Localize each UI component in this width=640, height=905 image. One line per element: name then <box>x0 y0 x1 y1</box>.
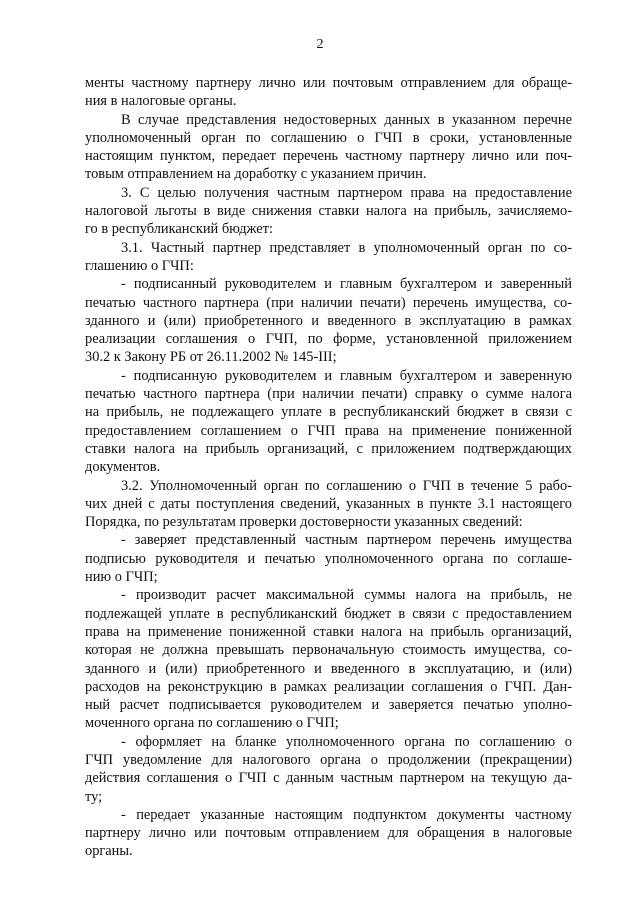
text-line: на прибыль, не подлежащего уплате в республиканский бюджет в связи с <box>85 404 572 421</box>
text-line: уполномоченный орган по соглашению о ГЧП в сроки, установленные <box>85 129 572 146</box>
text-line: настоящим пунктом, передает перечень частному партнеру лично или поч- <box>85 148 572 165</box>
paragraph <box>85 586 572 732</box>
text-line: глашению о ГЧП: <box>85 257 194 274</box>
text-line: подлежащей уплате в республиканский бюджет в связи с предоставлением <box>85 605 572 622</box>
text-line: которая не должна превышать первоначальную стоимость имущества, со- <box>85 642 572 659</box>
text-line: 3.2. Уполномоченный орган по соглашению о ГЧП в течение 5 рабо- <box>121 477 572 494</box>
text-line: 3.1. Частный партнер представляет в уполномоченный орган по со- <box>121 239 572 256</box>
text-line: Порядка, по результатам проверки достоверности указанных сведений: <box>85 514 523 531</box>
text-line: партнеру лично или почтовым отправлением для обращения в налоговые <box>85 825 572 842</box>
text-line: документов. <box>85 459 161 476</box>
text-line: В случае представления недостоверных данных в указанном перечне <box>121 111 572 128</box>
text-line: ГЧП уведомление для налогового органа о продолжении (прекращении) <box>85 751 572 768</box>
text-line: ставки налога на прибыль организаций, с приложением подтверждающих <box>85 440 572 457</box>
text-line: права на применение пониженной ставки налога на прибыль организаций, <box>85 623 572 640</box>
text-line: - оформляет на бланке уполномоченного органа по соглашению о <box>121 733 572 750</box>
text-line: действия соглашения о ГЧП с данным частным партнером на текущую да- <box>85 770 572 787</box>
text-line: го в республиканский бюджет: <box>85 221 273 238</box>
text-line: ту; <box>85 788 103 805</box>
paragraph <box>85 239 572 276</box>
paragraph <box>85 74 572 111</box>
text-line: 30.2 к Закону РБ от 26.11.2002 № 145-III; <box>85 349 337 366</box>
document-body <box>85 74 572 861</box>
page-number: 2 <box>316 37 324 52</box>
text-line: товым отправлением на доработку с указанием причин. <box>85 166 427 183</box>
text-line: печатью частного партнера (при наличии печати) справку о сумме налога <box>85 386 572 403</box>
paragraph <box>85 367 572 477</box>
text-line: - передает указанные настоящим подпунктом документы частному <box>121 806 572 823</box>
text-line: подписью руководителя и печатью уполномоченного органа по соглаше- <box>85 550 572 567</box>
text-line: органы. <box>85 843 133 860</box>
text-line: - подписанную руководителем и главным бухгалтером и заверенную <box>121 367 572 384</box>
text-line: менты частному партнеру лично или почтовым отправлением для обраще- <box>85 75 572 91</box>
text-line: моченного органа по соглашению о ГЧП; <box>85 715 339 732</box>
text-line: нию о ГЧП; <box>85 569 158 586</box>
text-line: зданного и (или) приобретенного и введенного в эксплуатацию в рамках <box>85 312 572 329</box>
text-line: - заверяет представленный частным партнером перечень имущества <box>121 532 572 549</box>
text-line: ния в налоговые органы. <box>85 93 237 110</box>
text-line: печатью частного партнера (при наличии печати) перечень имущества, со- <box>85 294 572 311</box>
paragraph <box>85 477 572 532</box>
paragraph <box>85 733 572 806</box>
text-line: зданного и (или) приобретенного и введенного в эксплуатацию, и (или) <box>85 660 572 677</box>
text-line: чих дней с даты поступления сведений, указанных в пункте 3.1 настоящего <box>85 495 572 512</box>
text-line: реализации соглашения о ГЧП, по форме, установленной приложением <box>85 331 572 348</box>
paragraph <box>85 806 572 861</box>
text-line: налоговой льготы в виде снижения ставки налога на прибыль, зачисляемо- <box>85 203 572 220</box>
text-line: 3. С целью получения частным партнером права на предоставление <box>121 184 572 201</box>
text-line: ный расчет подписывается руководителем и заверяется печатью уполно- <box>85 697 572 714</box>
text-line: - подписанный руководителем и главным бухгалтером и заверенный <box>121 276 572 293</box>
paragraph <box>85 184 572 239</box>
text-line: расходов на реконструкцию в рамках реализации соглашения о ГЧП. Дан- <box>85 678 572 695</box>
text-line: предоставлением соглашением о ГЧП права на применение пониженной <box>85 422 572 439</box>
paragraph <box>85 111 572 184</box>
paragraph <box>85 275 572 366</box>
paragraph <box>85 531 572 586</box>
text-line: - производит расчет максимальной суммы налога на прибыль, не <box>121 587 572 604</box>
